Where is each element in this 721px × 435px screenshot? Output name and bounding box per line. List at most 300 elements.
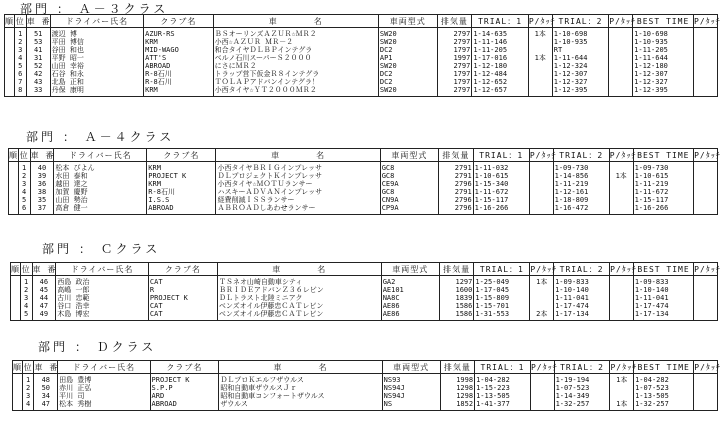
table-cell: 1本 [530,276,554,287]
table-cell: 1-11-041 [633,294,693,302]
table-cell: 1586 [439,302,473,310]
table-cell: 谷田 和也 [50,46,143,54]
table-cell: 1-14-349 [554,392,610,400]
table-cell [610,286,634,294]
table-cell: 48 [34,374,58,385]
table-row [5,86,718,97]
table-cell [11,310,21,321]
table-cell: 松本 びよん [54,162,147,173]
table-cell [530,302,554,310]
column-header: TRIAL：2 [553,149,609,162]
table-cell [5,86,15,97]
table-cell: 1-09-730 [553,162,609,173]
table-cell: 1-12-180 [633,62,694,70]
table-row [5,54,718,62]
table-row [9,180,718,188]
column-header: 排気量 [437,15,472,28]
column-header: TRIAL：1 [475,361,531,374]
table-cell: 1298 [440,384,474,392]
table-cell [609,38,633,46]
table-cell: 1852 [440,400,474,411]
table-cell: 1-14-856 [553,172,609,180]
table-cell: 1-09-833 [554,276,610,287]
table-cell: 1-13-505 [634,392,694,400]
table-cell: 田島 豊博 [58,374,150,385]
column-header: TRIAL：1 [473,149,529,162]
table-cell: 1 [20,276,32,287]
column-header: 車両型式 [380,149,438,162]
table-cell: 2791 [439,162,474,173]
table-cell: 1-17-134 [554,310,610,321]
table-cell: 2791 [439,188,474,196]
table-cell: 1-15-223 [475,384,531,392]
table-cell: 1-11-146 [472,38,529,46]
table-cell: 山田 幸裕 [50,62,143,70]
table-cell: 1-12-307 [552,70,609,78]
table-cell: ABROAD [147,204,216,215]
section-title: 部門 ： Ｄクラス [38,340,157,354]
column-header: BEST TIME [634,361,694,374]
table-cell: 3 [20,294,32,302]
column-header: BEST TIME [633,149,694,162]
table-cell [528,70,552,78]
table-cell: 1-12-307 [633,70,694,78]
table-cell [530,392,554,400]
table-cell: 2796 [439,196,474,204]
table-cell: 37 [30,204,54,215]
table-cell: CAT [148,276,217,287]
table-cell: ＢＲＩＤＥアドバンＺ３６レビン [217,286,381,294]
table-cell [609,28,633,39]
table-cell: 39 [30,172,54,180]
table-cell: 1-41-377 [475,400,531,411]
column-header: TRIAL：2 [554,263,610,276]
table-cell: 1-10-698 [552,28,609,39]
table-cell: 古川 忠範 [56,294,149,302]
table-cell: 1-17-474 [633,302,693,310]
column-header: 順 [5,16,14,26]
table-cell: 2797 [437,28,472,39]
column-header: P/ﾀｯﾁ [530,264,558,274]
table-cell: PROJECT K [150,374,219,385]
table-cell: 1-09-730 [633,162,694,173]
column-header: ドライバー氏名 [58,361,150,374]
table-cell: 1-12-657 [472,86,529,97]
table-cell: 1-10-140 [554,286,610,294]
table-cell: 3 [18,180,30,188]
column-header: 車 番 [26,16,51,26]
table-cell [528,62,552,70]
table-cell [609,86,633,97]
column-header: 位 [23,362,33,372]
table-row [9,188,718,196]
table-cell [694,46,718,54]
column-header: P/ﾀｯﾁ [530,362,558,372]
table-cell: 47 [34,400,58,411]
table-cell [609,162,633,173]
column-header: 順 [9,150,18,160]
table-cell: GC8 [380,162,438,173]
table-cell: 1-12-484 [472,70,529,78]
column-header: P/ﾀｯﾁ [694,150,721,160]
column-header: TRIAL：1 [474,263,530,276]
table-cell: R-8石川 [144,70,214,78]
table-cell: 1-18-809 [553,196,609,204]
table-cell: にさにＭＲ２ [213,62,378,70]
table-row [5,62,718,70]
table-cell [5,38,15,46]
table-cell: 1-12-395 [633,86,694,97]
column-header: P/ﾀｯﾁ [694,362,721,372]
table-cell [528,86,552,97]
results-table-c [10,262,721,321]
table-cell: AE86 [381,302,439,310]
table-cell: ベンズオイル伊藤忠ＣＡＴレビン [217,302,381,310]
column-header: クラブ名 [144,15,214,28]
table-cell: 1997 [437,54,472,62]
table-cell: 高嶋 一郎 [56,286,149,294]
table-cell: 1-10-698 [633,28,694,39]
table-cell: CN9A [380,196,438,204]
table-cell: 2797 [437,38,472,46]
table-cell [609,46,633,54]
table-cell: 小西☆ＡＺＵＲ ＭＲ－２ [213,38,378,46]
table-cell: 5 [20,310,32,321]
table-cell [694,286,718,294]
table-cell: 1-14-635 [472,28,529,39]
table-cell: ATT'S [144,54,214,62]
section-title: 部門 ： Ａ－４クラス [26,130,175,144]
column-header: P/ﾀｯﾁ [610,362,638,372]
table-cell: 1 [14,28,26,39]
table-cell: GA2 [381,276,439,287]
table-cell: SW20 [378,38,437,46]
table-cell: 越田 達之 [54,180,147,188]
table-cell [694,204,718,215]
table-cell: 3 [14,46,26,54]
table-cell [528,38,552,46]
column-header: 車 名 [217,263,381,276]
table-cell [610,276,634,287]
table-cell: 丹保 康明 [50,86,143,97]
table-cell: KRM [147,162,216,173]
table-cell: 35 [30,196,54,204]
table-cell: R-8石川 [147,188,216,196]
table-cell: 1本 [609,172,633,180]
results-table-a4 [8,148,721,215]
table-cell [609,188,633,196]
table-cell: 1-10-140 [633,286,693,294]
table-cell [528,78,552,86]
table-cell [5,54,15,62]
table-cell [530,294,554,302]
table-cell: 1-16-266 [473,204,529,215]
column-header: 排気量 [439,149,474,162]
table-cell: 31 [26,54,50,62]
column-header: 車両型式 [382,361,440,374]
table-cell: 1-11-672 [473,188,529,196]
column-header: 車両型式 [381,263,439,276]
table-cell: 2 [22,384,34,392]
table-cell: 水田 泰和 [54,172,147,180]
table-cell: 1 [22,374,34,385]
table-cell [609,54,633,62]
table-cell [609,180,633,188]
table-cell [694,294,718,302]
table-cell: 1-10-935 [552,38,609,46]
table-cell: 小西タイヤ☆ＹＴ２０００ＭＲ２ [213,86,378,97]
table-cell: 41 [26,46,50,54]
table-cell: R [148,286,217,294]
table-cell: DC2 [378,78,437,86]
table-cell: 38 [30,188,54,196]
table-cell: 40 [30,162,54,173]
table-cell: 2796 [439,204,474,215]
table-row [13,400,718,411]
table-cell [530,384,554,392]
column-header: 車 名 [216,149,380,162]
table-cell [529,180,553,188]
table-cell [694,180,718,188]
table-cell: DC2 [378,70,437,78]
table-cell: DC2 [378,46,437,54]
table-cell [694,78,718,86]
table-cell [9,162,19,173]
table-cell: 1-12-395 [552,86,609,97]
column-header: P/ﾀｯﾁ [609,150,637,160]
table-row [11,276,718,287]
table-cell [694,86,718,97]
column-header: 順 [11,264,20,274]
table-cell: 4 [20,302,32,310]
table-row [11,294,718,302]
table-cell: 1-15-117 [633,196,694,204]
table-cell [609,70,633,78]
table-cell [694,302,718,310]
table-cell: CP9A [380,204,438,215]
table-cell: 小西タイヤ☆ＭＯＴＵランサー [216,180,380,188]
table-cell: 1298 [440,392,474,400]
table-cell: GC8 [380,172,438,180]
table-cell: 和合タイヤＤＬＢＰインテグラ [213,46,378,54]
table-cell [13,384,23,392]
table-cell: 平田 博信 [50,38,143,46]
table-cell [5,70,15,78]
column-header: 順 [13,362,22,372]
column-header: クラブ名 [150,361,219,374]
column-header: P/ﾀｯﾁ [694,264,721,274]
table-cell: 経費削減ＩＳＳランサー [216,196,380,204]
table-cell: 1-10-615 [633,172,694,180]
table-cell: 1-15-809 [474,294,530,302]
table-cell: 2 [20,286,32,294]
table-cell: 赤川 正弘 [58,384,150,392]
table-cell: ABROAD [144,62,214,70]
table-row [13,384,718,392]
table-cell: AE101 [381,286,439,294]
table-cell: NS93 [382,374,440,385]
table-cell: 1-11-672 [633,188,694,196]
table-cell [11,276,21,287]
table-cell: 6 [14,70,26,78]
table-cell: 1-07-523 [554,384,610,392]
table-cell: 山田 勢治 [54,196,147,204]
column-header: TRIAL：2 [554,361,610,374]
table-cell: SW20 [378,28,437,39]
table-cell [11,302,21,310]
column-header: 排気量 [439,263,473,276]
table-cell: 45 [32,286,56,294]
table-cell: CAT [148,310,217,321]
table-cell [694,28,718,39]
table-cell [530,286,554,294]
table-cell: 1-11-041 [554,294,610,302]
table-cell [529,196,553,204]
table-cell: 1-15-701 [474,302,530,310]
table-cell: 1-12-327 [552,78,609,86]
table-cell: SW20 [378,86,437,97]
table-cell: 1-09-833 [633,276,693,287]
table-cell: 1-11-205 [633,46,694,54]
table-cell: 1-15-340 [473,180,529,188]
table-cell: 1-04-282 [634,374,694,385]
table-cell: 1-11-219 [633,180,694,188]
table-cell: ザウルス [219,400,382,411]
table-cell [11,294,21,302]
table-cell: 36 [30,180,54,188]
table-cell: 松本 秀樹 [58,400,150,411]
table-cell: 1本 [610,374,634,385]
table-cell: KRM [147,180,216,188]
table-cell [530,374,554,385]
table-cell: PROJECT K [148,294,217,302]
table-row [13,374,718,385]
table-row [5,46,718,54]
column-header: BEST TIME [633,263,693,276]
table-cell: 49 [32,310,56,321]
table-cell: 47 [32,302,56,310]
table-cell [9,188,19,196]
table-cell: 1-11-644 [633,54,694,62]
table-cell: 1本 [528,28,552,39]
table-cell [610,392,634,400]
column-header: P/ﾀｯﾁ [529,150,557,160]
table-cell [694,188,718,196]
table-cell: 4 [14,54,26,62]
table-cell: 52 [26,62,50,70]
table-cell [5,62,15,70]
table-cell [13,374,23,385]
table-cell: 木島 博宏 [56,310,149,321]
table-cell [9,196,19,204]
table-cell: 1600 [439,286,473,294]
table-cell: 平野 昭一 [50,54,143,62]
table-cell: ＢＳオーリンズＡＺＵＲ☆ＭＲ２ [213,28,378,39]
table-cell: 1-15-117 [473,196,529,204]
table-cell: 1本 [528,54,552,62]
table-cell: GC8 [380,188,438,196]
table-cell [610,302,634,310]
table-cell [610,384,634,392]
column-header: TRIAL：2 [552,15,609,28]
table-cell: 1本 [610,400,634,411]
table-cell [694,70,718,78]
results-table-a3 [4,14,721,97]
table-cell [9,180,19,188]
table-cell: 1-17-134 [633,310,693,321]
column-header: クラブ名 [147,149,216,162]
table-cell: 43 [26,78,50,86]
table-cell: ＡＢＲＯＡＤしあわせランサー [216,204,380,215]
table-cell: 3 [22,392,34,400]
table-cell: AE86 [381,310,439,321]
table-cell [9,172,19,180]
table-cell: 昭和自動車コンフォートザウルス [219,392,382,400]
table-cell: 1-16-266 [633,204,694,215]
column-header: BEST TIME [633,15,694,28]
table-cell: 1-07-523 [634,384,694,392]
table-cell [610,310,634,321]
table-cell [609,196,633,204]
table-cell [694,38,718,46]
table-cell: ハスキーＡＤＶＡＮインプレッサ [216,188,380,196]
column-header: ドライバー氏名 [50,15,143,28]
column-header: 位 [19,150,29,160]
table-cell: 1797 [437,78,472,86]
table-cell: 西島 政治 [56,276,149,287]
table-cell: 1-11-644 [552,54,609,62]
table-cell: NS94J [382,392,440,400]
table-cell: ベンズオイル伊藤忠ＣＡＴレビン [217,310,381,321]
column-header: 排気量 [440,361,474,374]
table-cell: 平川 司 [58,392,150,400]
table-cell: 8 [14,86,26,97]
table-cell [694,276,718,287]
table-cell: 1-12-652 [472,78,529,86]
table-cell: 34 [34,392,58,400]
table-cell: NS [382,400,440,411]
table-cell: 1-12-180 [472,62,529,70]
table-cell: トラップ営下仮金Ｒ８インテグラ [213,70,378,78]
column-header: 位 [21,264,31,274]
column-header: ドライバー氏名 [54,149,147,162]
table-cell: 1998 [440,374,474,385]
table-cell [694,374,718,385]
column-header: 車両型式 [378,15,437,28]
table-cell: 1-17-474 [554,302,610,310]
table-cell [529,162,553,173]
table-cell [694,392,718,400]
table-cell: S.P.P [150,384,219,392]
table-cell: 2797 [437,86,472,97]
table-row [5,38,718,46]
table-cell: 5 [18,196,30,204]
table-row [13,392,718,400]
table-cell: 1-12-327 [633,78,694,86]
table-cell: 50 [34,384,58,392]
table-cell: SW20 [378,62,437,70]
table-cell: 1-04-282 [475,374,531,385]
table-row [5,70,718,78]
table-cell: NA8C [381,294,439,302]
table-cell [529,172,553,180]
table-cell [5,28,15,39]
table-cell [694,384,718,392]
table-cell: 4 [18,188,30,196]
table-cell: 33 [26,86,50,97]
table-cell: ＤＬプロＫエルフザウルス [219,374,382,385]
table-cell: KRM [144,86,214,97]
